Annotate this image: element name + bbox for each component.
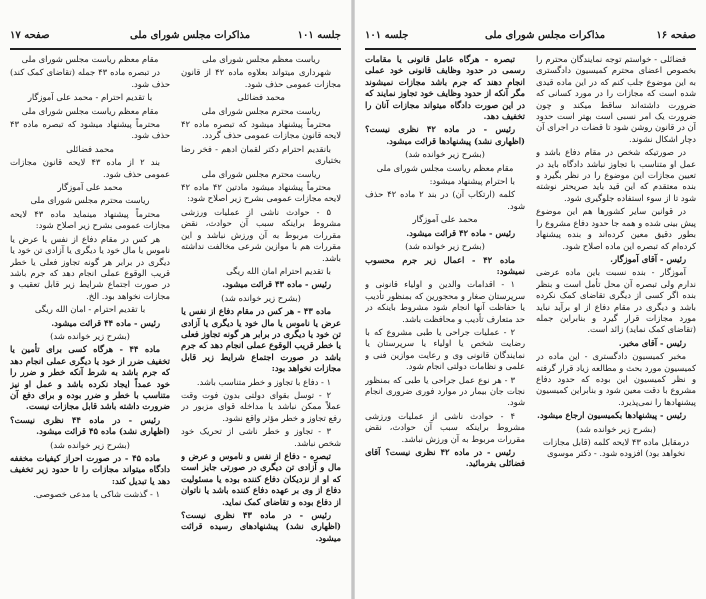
right-page-number: صفحه ۱۶ (656, 30, 696, 41)
paragraph: فضائلی - خواستم توجه نمایندگان محترم را بخصوص اعضای محترم کمیسیون دادگستری به این موضوع جلب کنم که در این ماده قیدی شده است که مجازات را در مورد کسانی که ضرورت داشته‌اند ساقط میکند و چون ضرورت یک امر نسبی است بهتر است حدود آن در قانون روشن شود تا قضات در اجرای آن دچار اشکال نشوند. (536, 54, 696, 144)
column-heading: با تقدیم احترام - امان الله ریگی (34, 304, 146, 315)
paragraph: ۱ - گذشت شاکی یا مدعی خصوصی. (33, 489, 160, 500)
column-heading: محمد علی آموزگار (57, 182, 123, 193)
paragraph: رئیس - ماده ۴۴ قرائت میشود. (51, 317, 160, 328)
left-columns (10, 54, 341, 591)
paragraph: محترماً پیشنهاد میشود که تبصره ماده ۴۳ حذف شود. (10, 119, 170, 141)
paragraph: آموزگار - بنده نسبت باین ماده عرضی ندارم ولی تبصره آن محل تأمل است و بنظر بنده اگر کسی از دیگری تقاضای کمک نکرده باشد و دیگری در مقام دفاع از او برآید نباید مورد مجازات قرار گیرد و بنابراین جمله (تقاضای کمک نماید) زائد است. (536, 267, 696, 335)
column-heading: (بشرح زیر خوانده شد) (405, 149, 485, 160)
column-heading: (بشرح زیر خوانده شد) (405, 241, 485, 252)
column-heading: ریاست معظم مجلس شورای ملی (202, 54, 320, 64)
column-heading: مقام معظم ریاست مجلس شورای ملی (376, 162, 514, 173)
left-page-number: صفحه ۱۷ (10, 30, 50, 41)
paragraph: رئیس - در ماده ۴۳ نظری نیست؟ (اظهاری نشد) پیشنهادهای رسیده قرائت میشود. (181, 510, 341, 543)
column-heading: محمد فضائلی (66, 143, 114, 154)
column-heading: (بشرح زیر خوانده شد) (576, 423, 656, 434)
column-heading: (بشرح زیر خوانده شد) (50, 439, 130, 450)
column-heading: (بشرح زیر خوانده شد) (221, 292, 301, 303)
paragraph: ۱ - اقدامات والدین و اولیاء قانونی و سرپرستان صغار و محجورین که بمنظور تأدیب یا حفاظت آنها انجام شود مشروط باینکه در حد متعارف تأدیب و محافظت باشد. (365, 279, 525, 324)
paragraph: بانقدیم احترام دکتر لقمان ادهم - فخر رضا بختیاری (181, 143, 341, 166)
paragraph: رئیس - پیشنهادها بکمیسیون ارجاع میشود. (537, 410, 686, 421)
paragraph: ماده ۴۳ - هر کس در مقام دفاع از نفس یا عرض یا ناموس یا مال خود یا دیگری یا آزادی تن خود یا دیگری در برابر هر گونه تجاوز فعلی یا خطر قریب الوقوع عملی انجام دهد که جرم باشد در صورت اجتماع شرایط زیر قابل مجازات نخواهد بود: (181, 306, 341, 374)
paragraph: در صورتیکه شخص در مقام دفاع باشد و عمل او متناسب با تجاوز نباشد دادگاه باید در تعیین مجازات این موضوع را در نظر بگیرد و بنده معتقدم که این قید باید صریحتر نوشته شود تا از سوء استفاده جلوگیری شود. (536, 147, 696, 203)
right-page-header (365, 30, 696, 46)
paragraph: تبصره - هرگاه عامل قانونی یا مقامات رسمی در حدود وظایف قانونی خود عملی انجام دهند که جرم باشد مجازات نمیشوند مگر آنکه از حدود وظایف خود تجاوز نمایند که در این صورت دادگاه میتواند مجازات آنان را تخفیف دهد. (365, 54, 525, 122)
paragraph: ۴ - حوادث ناشی از عملیات ورزشی مشروط براینکه سبب آن حوادث، نقض مقررات مربوط به آن ورزش نباشد. (365, 410, 525, 444)
column-heading: با تقدیم احترام - محمد علی آموزگار (27, 92, 153, 103)
column-heading: ریاست محترم مجلس شورای ملی (201, 168, 321, 179)
paragraph: ۳ - تجاوز و خطر ناشی از تحریک خود شخص نباشد. (181, 426, 341, 448)
left-page-right-column (181, 54, 341, 591)
column-heading: محمد فضائلی (237, 92, 285, 103)
paragraph: ماده ۴۵ - در صورت احراز کیفیات مخففه دادگاه میتواند مجازات را تا حدود زیر تخفیف دهد یا تبدیل کند: (10, 453, 170, 486)
paragraph: ماده ۴۴ - هرگاه کسی برای تأمین یا تخفیف ضرر از خود یا دیگری عملی انجام دهد که جرم باشد به شرط آنکه خطر و ضرر را خود عمداً ایجاد نکرده باشد و عمل او نیز متناسب با خطر و ضرر بوده و برای دفع آن ضرورت داشته باشد قابل مجازات نیست. (10, 344, 170, 412)
paragraph: محترماً پیشنهاد میشود که تبصره ماده ۴۲ لایحه قانون مجازات عمومی حذف گردد. (181, 119, 341, 141)
right-page-session: جلسه ۱۰۱ (365, 30, 409, 41)
left-page-session: جلسه ۱۰۱ (297, 30, 341, 41)
paragraph: بند ۲ از ماده ۴۳ لایحه قانون مجازات عمومی حذف شود. (10, 157, 170, 179)
column-heading: درمقابل ماده ۴۳ لایحه کلمه (قابل مجازات نخواهد بود) افزوده شود. - دکتر موسوی (542, 437, 690, 459)
paragraph: محترماً پیشنهاد مینماید ماده ۴۳ لایحه مجازات عمومی بشرح زیر اصلاح شود: (10, 208, 170, 231)
paragraph: رئیس - آقای مخبر. (618, 337, 686, 348)
right-page-left-column (365, 54, 525, 591)
left-header-rule (10, 48, 341, 50)
paragraph: رئیس - ماده ۴۲ قرائت میشود. (406, 227, 515, 238)
paragraph: با احترام پیشنهاد میشود: (429, 176, 515, 187)
column-heading: مقام معظم ریاست مجلس شورای ملی (21, 105, 159, 116)
right-page-right-column (536, 54, 696, 591)
right-page (355, 0, 706, 599)
paragraph: رئیس - آقای آموزگار. (610, 253, 686, 264)
paragraph: رئیس - ماده ۴۳ قرائت میشود. (222, 279, 331, 290)
paragraph: محترماً پیشنهاد میشود مادتین ۴۲ ماده ۴۲ لایحه مجازات عمومی بشرح زیر اصلاح شود: (181, 182, 341, 204)
left-page-title: مذاکرات مجلس شورای ملی (130, 30, 251, 41)
paragraph: در قوانین سایر کشورها هم این موضوع پیش بینی شده و همه جا حدود دفاع مشروع را بطور دقیق معین کرده‌اند و بنده پیشنهاد کرده‌ام که تبصره این ماده اصلاح شود. (536, 206, 696, 251)
left-page-header (10, 30, 341, 46)
column-heading: محمد علی آموزگار (412, 214, 478, 225)
column-heading: مقام معظم ریاست مجلس شورای ملی (21, 54, 159, 64)
paragraph: ۲ - عملیات جراحی یا طبی مشروع که با رضایت شخص یا اولیاء یا سرپرستان یا نمایندگان قانونی وی و رعایت موازین فنی و علمی و نظامات دولتی انجام شود. (365, 326, 525, 372)
paragraph: رئیس - در ماده ۴۴ نظری نیست؟ (اظهاری نشد) ماده ۴۵ قرائت میشود. (10, 414, 170, 437)
column-heading: ریاست محترم مجلس شورای ملی (30, 195, 150, 206)
right-page-title: مذاکرات مجلس شورای ملی (485, 30, 606, 41)
left-page-left-column (10, 54, 170, 591)
paragraph: با تقدیم احترام امان الله ریگی (226, 265, 331, 276)
paragraph: ۵ - حوادث ناشی از عملیات ورزشی مشروط براینکه سبب آن حوادث، نقض مقررات مربوط به آن ورزش نباشد و این مقررات هم با موازین شرعی مخالفت نداشته باشد. (181, 206, 341, 263)
paragraph: شهرداری میتواند بعلاوه ماده ۴۲ از قانون مجازات عمومی حذف شود. (181, 67, 341, 89)
paragraph: کلمه (ارتکاب آن) در بند ۲ ماده ۴۲ حذف شود. (365, 189, 525, 211)
paragraph: ۱ - دفاع با تجاوز و خطر متناسب باشد. (196, 376, 331, 387)
paragraph: مخبر کمیسیون دادگستری - این ماده در کمیسیون مورد بحث و مطالعه زیاد قرار گرفته و نظر کمیسیون این بوده که حدود دفاع مشروع با دقت معین شود و بنابراین کمیسیون پیشنهادها را نمی‌پذیرد. (536, 351, 696, 407)
paragraph: رئیس - در ماده ۴۲ نظری نیست؟ (اظهاری نشد) پیشنهادها قرائت میشود. (365, 124, 525, 146)
paragraph: رئیس - در ماده ۴۲ نظری نیست؟ آقای فضائلی بفرمائید. (365, 447, 525, 469)
paragraph: هر کس در مقام دفاع از نفس یا عرض یا ناموس یا مال خود یا دیگری یا آزادی تن خود یا دیگری در برابر هر گونه تجاوز فعلی یا خطر قریب الوقوع عملی انجام دهد که جرم باشد در صورت اجتماع شرایط زیر قابل تعقیب و مجازات نخواهد بود. الخ. (10, 233, 170, 301)
column-heading: ریاست محترم مجلس شورای ملی (201, 105, 321, 116)
right-header-rule (365, 48, 696, 50)
paragraph: ۳ - هر نوع عمل جراحی یا طبی که بمنظور نجات جان بیمار در موارد فوری ضروری انجام شود. (365, 374, 525, 408)
paragraph: در تبصره ماده ۴۳ جمله (تقاضای کمک کند) حذف شود. (10, 67, 170, 89)
paragraph: ماده ۴۲ - اعمال زیر جرم محسوب نمیشود: (365, 254, 525, 276)
column-heading: (بشرح زیر خوانده شد) (50, 330, 130, 341)
right-columns (365, 54, 696, 591)
left-page (0, 0, 351, 599)
paragraph: تبصره - دفاع از نفس و ناموس و عرض و مال و آزادی تن دیگری در صورتی جایز است که او از نزدیکان دفاع کننده بوده یا مسئولیت دفاع از وی بر عهده دفاع کننده باشد یا ناتوان از دفاع بوده و تقاضای کمک نماید. (181, 451, 341, 507)
paragraph: ۲ - توسل بقوای دولتی بدون فوت وقت عملاً ممکن نباشد یا مداخله قوای مزبور در رفع تجاوز و خطر مؤثر واقع نشود. (181, 389, 341, 423)
